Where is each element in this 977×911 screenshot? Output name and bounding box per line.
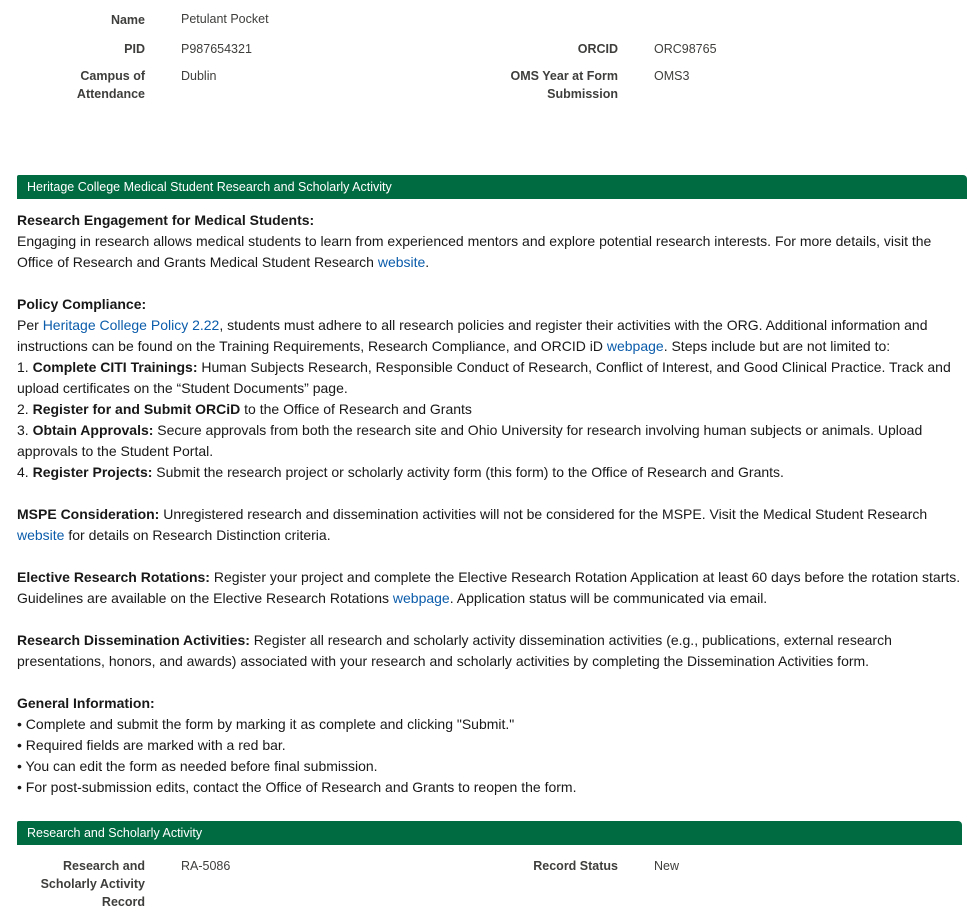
mspe-website-link[interactable]: website bbox=[17, 527, 65, 543]
general-item: • Complete and submit the form by marking it as complete and clicking "Submit." bbox=[17, 716, 515, 732]
elective-paragraph bbox=[17, 567, 963, 609]
dissemination-heading: Research Dissemination Activities: bbox=[17, 632, 250, 648]
elective-text2: . Application status will be communicated via email. bbox=[449, 590, 768, 606]
mspe-text2: for details on Research Distinction criteria. bbox=[64, 527, 331, 543]
mspe-paragraph bbox=[17, 504, 963, 546]
mspe-text: Unregistered research and dissemination activities will not be considered for the MSPE. Visit the Medical Student Research bbox=[159, 506, 928, 522]
general-item: • For post-submission edits, contact the Office of Research and Grants to reopen the form. bbox=[17, 779, 577, 795]
engagement-website-link[interactable]: website bbox=[377, 254, 426, 270]
policy-webpage-link[interactable]: webpage bbox=[606, 338, 664, 354]
section-header-heritage[interactable]: Heritage College Medical Student Research and Scholarly Activity bbox=[17, 175, 967, 199]
general-item: • You can edit the form as needed before final submission. bbox=[17, 758, 378, 774]
general-heading: General Information: bbox=[17, 695, 155, 711]
policy-link[interactable]: Heritage College Policy 2.22 bbox=[42, 317, 220, 333]
elective-text: Register your project and complete the Elective Research Rotation Application at least 60 days before the rotation starts. Guidelines are available on the Elective Research Rotations bbox=[17, 569, 961, 606]
engagement-end: . bbox=[425, 254, 430, 270]
campus-label bbox=[40, 67, 145, 103]
step1-num: 1. bbox=[17, 359, 33, 375]
elective-heading: Elective Research Rotations: bbox=[17, 569, 210, 585]
record-label-line1: Research and bbox=[63, 859, 145, 873]
policy-heading: Policy Compliance: bbox=[17, 296, 147, 312]
engagement-paragraph bbox=[17, 210, 963, 273]
record-value: RA-5086 bbox=[181, 859, 231, 873]
dissemination-paragraph bbox=[17, 630, 963, 672]
dissemination-text: Register all research and scholarly activity dissemination activities (e.g., publications, external research presentations, honors, and awards) associated with your research and scholarly activities by completing the Dissemination Activities form. bbox=[17, 632, 892, 669]
step3-num: 3. bbox=[17, 422, 33, 438]
oms-year-value: OMS3 bbox=[654, 69, 690, 83]
step4-num: 4. bbox=[17, 464, 33, 480]
step3-heading: Obtain Approvals: bbox=[32, 422, 154, 438]
step2-heading: Register for and Submit ORCiD bbox=[32, 401, 241, 417]
engagement-heading: Research Engagement for Medical Students: bbox=[17, 212, 315, 228]
name-label: Name bbox=[110, 13, 145, 27]
pid-label: PID bbox=[124, 42, 145, 56]
section-header-research-activity[interactable]: Research and Scholarly Activity bbox=[17, 821, 962, 845]
info-text-block bbox=[17, 210, 963, 798]
general-item: • Required fields are marked with a red bar. bbox=[17, 737, 286, 753]
orcid-label: ORCID bbox=[577, 42, 618, 56]
record-label-line3: Record bbox=[101, 895, 145, 909]
policy-per: Per bbox=[17, 317, 43, 333]
record-label bbox=[40, 857, 145, 911]
campus-label-line2: Attendance bbox=[76, 87, 145, 101]
campus-label-line1: Campus of bbox=[80, 69, 145, 83]
step3-text: Secure approvals from both the research site and Ohio University for research involving human subjects or animals. Upload approvals to the Student Portal. bbox=[17, 422, 923, 459]
policy-text2: . Steps include but are not limited to: bbox=[663, 338, 891, 354]
policy-text: , students must adhere to all research policies and register their activities with the ORG. Additional information and instructions can be found on the Training Requirements, Research Compliance, and ORCID iD bbox=[17, 317, 928, 354]
step2-text: to the Office of Research and Grants bbox=[240, 401, 472, 417]
mspe-heading: MSPE Consideration: bbox=[17, 506, 160, 522]
step4-heading: Register Projects: bbox=[32, 464, 153, 480]
step4-text: Submit the research project or scholarly activity form (this form) to the Office of Research and Grants. bbox=[152, 464, 784, 480]
step2-num: 2. bbox=[17, 401, 33, 417]
campus-value: Dublin bbox=[181, 69, 217, 83]
pid-value: P987654321 bbox=[181, 42, 252, 56]
oms-label-line2: Submission bbox=[547, 87, 618, 101]
record-label-line2: Scholarly Activity bbox=[40, 877, 145, 891]
record-status-label: Record Status bbox=[533, 859, 618, 873]
record-status-value: New bbox=[654, 859, 680, 873]
step1-text: Human Subjects Research, Responsible Conduct of Research, Conflict of Interest, and Good Clinical Practice. Track and upload certificates on the “Student Documents” page. bbox=[17, 359, 951, 396]
policy-paragraph bbox=[17, 294, 963, 483]
elective-webpage-link[interactable]: webpage bbox=[392, 590, 450, 606]
engagement-text: Engaging in research allows medical students to learn from experienced mentors and explore potential research interests. For more details, visit the Office of Research and Grants Medical Student Research bbox=[17, 233, 932, 270]
step1-heading: Complete CITI Trainings: bbox=[32, 359, 198, 375]
oms-label-line1: OMS Year at Form bbox=[510, 69, 618, 83]
general-paragraph bbox=[17, 693, 963, 798]
oms-year-label bbox=[460, 67, 618, 103]
orcid-value: ORC98765 bbox=[654, 42, 717, 56]
name-value: Petulant Pocket bbox=[181, 12, 269, 26]
